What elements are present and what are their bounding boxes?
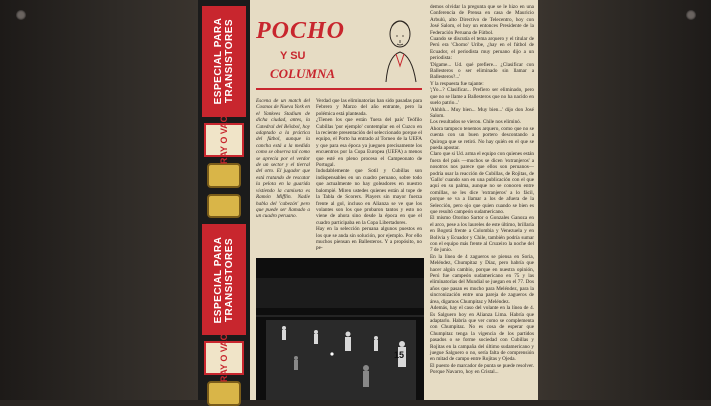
corner-rivet-right	[686, 10, 696, 20]
column-subtitle-columna: COLUMNA	[270, 66, 336, 81]
article-column-right: demos olvidar la pregunta que se le hizo en una Conferencia de Prensa en casa de Mauricio Arbulú, alto Directivo de Telecentro, hoy con José Salom, el hoy un entonces Presidente de la Federación Peruana de Fútbol. Cuando se discutía el tema arquero y el titular de Perú era 'Chomo' Uribe, ¿hay en el fútbol de Ecuador, el periodista muy peruano dijo a un periodista: 'Dígame... Ud. qué prefiere... ¿Clasificar con Ballesteros o ser eliminado sin llamar a Ballesteros?...' Y la respuesta fue tajante: '¡Yo...? Clasificar... Prefiero ser eliminado, pero que no se llame a Ballesteros que no ha nacido en suelo patrio...' 'Ahhhh... Muy bien... Muy bien...' dijo don José Salom. Los resultados se vieron. Chile nos eliminó. Ahora tampoco tenemos arquero, como que no se cuenta con un buen portero descontando a Quiroga que se retiró. No hay quién en el que se pueda apostar. Claro que si Ud. arma el equipo con quienes están fuera del país —muchos se dicen 'extranjeros' a nosotros nos parece que ellos son peruanos— podría usar la reacción de Cubillas, de Rojitas, de 'Gallo' cuando son en una publicación con el que aquí en su palma, aunque no se conocen entre comillas, se les dice 'extranjeros' a lo fácil, porque se va a llamar a los de afuera de la Selección, pero ojo que quien cuando se bien es que resultó campeón sudamericano. El mismo Otorino Sartor o Gonzales Ganoza en el arco, pese a los laureles de este último, brillaría en Bogotá frente a Colombia y Venezuela y en Bolivia y Ecuador y Chile, también podría sumar con el equipo más frente al Cruzeiro la noche del 7 de junio. En la línea de 4 zagueros se piensa en Soria, Meléndez, Chumpitaz y Díaz, pero habría que hacer algún cambio, porque en nuestra opinión, Perú fue campeón sudamericano en 75 y las eliminatorias del Mundial se juegan en el 77. Dos años que pasan es mucho para Meléndez, para la sincronización entre una pareja de zagueros de área, digamos Chumpitaz y Meléndez. Además, hay el caso del volante en la línea de 4. Es Salguero hoy en Alianza Lima. Habría que adaptarlo. Habría que ver como se complementa con Chumpitaz. No es cosa de esperar que Chumpitaz tenga la vigencia de los partidos pasados o se forme sociedad con Cubillas y Rojitas en la campaña del último sudamericano y juegue Salguero o no, sería falta de comprensión en mitad de campo entre Rojitas y Ojeda. El puesto de marcador de punta se puede resolver. Porque Navarro, hoy en Cristal...	[430, 4, 535, 376]
battery-image	[207, 163, 241, 188]
rayovac-logo: RAY O VAC	[204, 123, 244, 157]
football-match-photo	[256, 258, 424, 400]
ad-banner-middle	[202, 224, 246, 335]
battery-image	[207, 381, 241, 406]
ad-banner-text: ESPECIAL PARA TRANSISTORES	[213, 18, 235, 105]
background-right	[538, 0, 711, 400]
corner-rivet-left	[16, 10, 26, 20]
ad-banner-text: ESPECIAL PARA TRANSISTORES	[213, 236, 235, 324]
rayovac-logo: RAY O VAC	[204, 341, 244, 375]
column-header	[256, 14, 368, 84]
photo-caption: Escena de un match del Cosmos de Nueva York en el Yankees Stadium de dicha ciudad, antes, la Catedral del Béisbol, hoy adaptado a la práctica del fútbol, aunque la cancha está a la medida como se observa tal como se aprecia por el verdor de un sector y el tierral del otro. El jugador que está tratando de rescatar la pelota en la guarida vistiendo la camiseta es Ramón Mifflin. Nadie habla del 'cabezón' pero que puede ser llamado a un cuadro peruano.	[256, 98, 312, 220]
ad-banner-top	[202, 6, 246, 117]
article-column-middle: Verdad que las eliminatorias han sido pasadas para Febrero y Marzo del año entrante, pero la polémica está planteada. ¿Tienen los que están 'fuera del país' Teófilo Cubillas 'por ejemplo' contemplar en el Cuzco en la reciente presentación del seleccionado porque el equipo, el Porto ha entrado al Torneo de la UEFA y que para esa época ya jueguen precisamente los encuentros por la Copa Europea (UEFA) a menos que esté en pleno proceso el Campeonato de Portugal. Indudablemente que Sotil y Cubillas son indispensables en un cuadro peruano, sobre todo que actualmente no hay goleadores en nuestro balompié. Miren ustedes quienes están al tope de la Tabla de Scorers. Players sin mayor fuerza frente al gol, incluso en Alianza se ve que los volantes son los que probaron tantos y esto no viene de ahora sino desde la época en que el cuadro participaba en la Copa Libertadores. Hay en la selección peruana algunos puestos en los que se anda sin solución, por ejemplo. Por ello muchos piensan en Ballesteros. Y a propósito, no pe-	[316, 98, 422, 252]
background-left	[0, 0, 200, 400]
ad-strip	[198, 0, 250, 400]
column-title: POCHO	[256, 18, 345, 44]
portrait-sketch	[378, 14, 420, 84]
header-rule	[256, 88, 422, 90]
player-number: 15	[394, 350, 405, 360]
column-subtitle-y-su: Y SU	[280, 50, 306, 62]
battery-image	[207, 194, 241, 219]
magazine-page	[198, 0, 538, 400]
